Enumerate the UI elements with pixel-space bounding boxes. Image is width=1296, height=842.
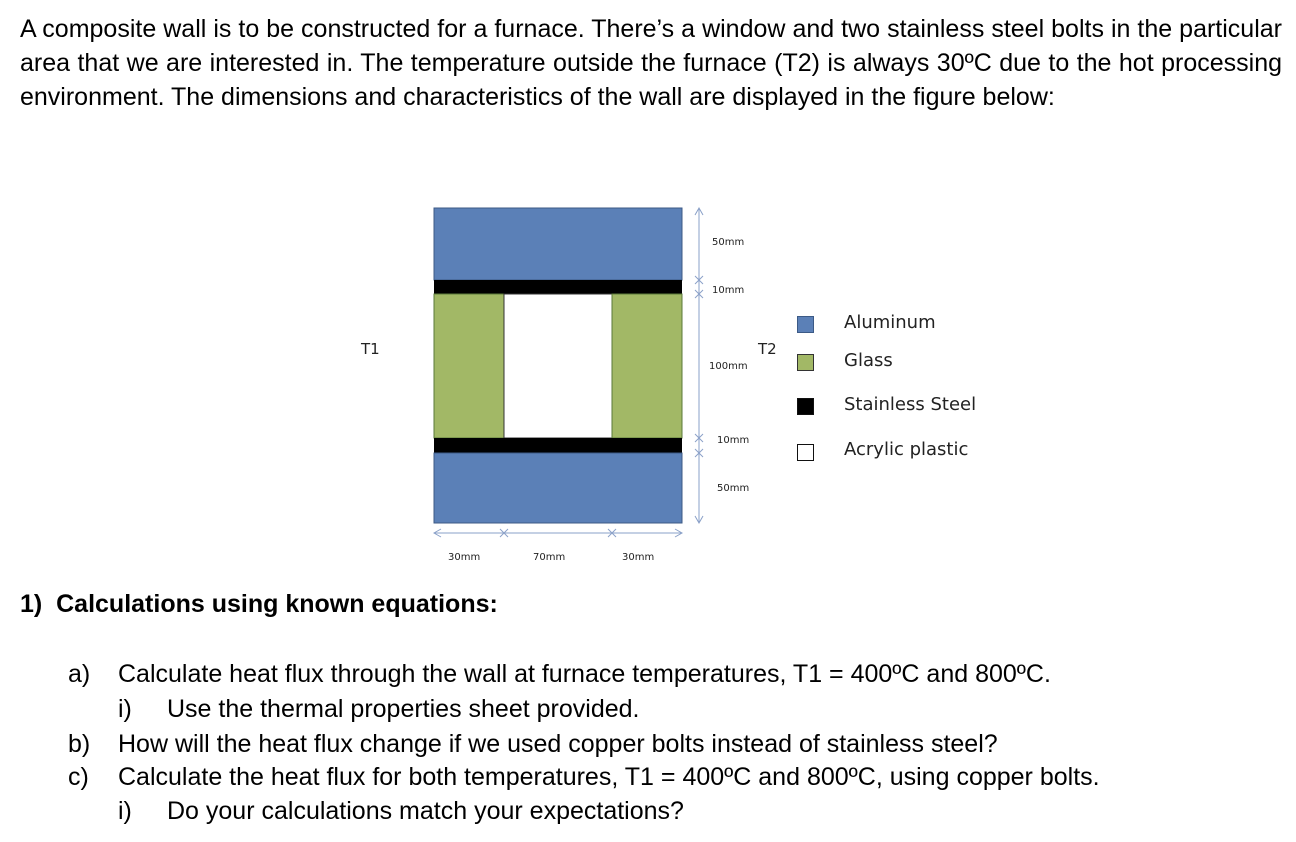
question-c-i-marker: i) [118, 797, 132, 825]
problem-intro: A composite wall is to be constructed for a furnace. There’s a window and two stainless steel bolts in the particular area that we are interested in. The temperature outside the furnace (T2) is always 30ºC due to the hot processing environment. The dimensions and characteristics of the wall are displayed in the figure below: [20, 15, 1282, 111]
legend-swatch-acrylic-plastic [797, 441, 814, 463]
dim-label-aluminum-bottom: 50mm [717, 483, 750, 494]
dim-label-steel-bottom: 10mm [717, 435, 750, 446]
legend-label-stainless-steel: Stainless Steel [844, 394, 977, 415]
steel-bolt-bottom [434, 438, 682, 453]
legend-swatch-glass [797, 351, 814, 373]
glass-right [612, 294, 682, 438]
dim-label-aluminum-top: 50mm [712, 237, 745, 248]
steel-bolt-top [434, 280, 682, 294]
vertical-dimension-line [695, 208, 703, 523]
question-b-marker: b) [68, 730, 91, 758]
question-c-marker: c) [68, 763, 89, 791]
legend-label-aluminum: Aluminum [844, 312, 936, 333]
question-a-i-text: Use the thermal properties sheet provided. [167, 695, 640, 723]
glass-left [434, 294, 504, 438]
question-a-marker: a) [68, 660, 91, 688]
horizontal-dimension-line [434, 529, 682, 537]
question-b-text: How will the heat flux change if we used copper bolts instead of stainless steel? [118, 730, 998, 758]
dim-label-acrylic-width: 70mm [533, 552, 566, 563]
dim-label-glass-left-width: 30mm [448, 552, 481, 563]
legend-swatch-aluminum [797, 313, 814, 335]
dim-label-glass-right-width: 30mm [622, 552, 655, 563]
aluminum-bottom-layer [434, 453, 682, 523]
legend-label-acrylic-plastic: Acrylic plastic [844, 439, 969, 460]
dim-label-window-height: 100mm [709, 361, 748, 372]
dim-label-steel-top: 10mm [712, 285, 745, 296]
section-heading: 1) Calculations using known equations: [20, 590, 498, 618]
question-a-i-marker: i) [118, 695, 132, 723]
legend-label-glass: Glass [844, 350, 893, 371]
aluminum-top-layer [434, 208, 682, 280]
t2-label: T2 [758, 340, 777, 358]
t1-label: T1 [361, 340, 380, 358]
question-a-text: Calculate heat flux through the wall at furnace temperatures, T1 = 400ºC and 800ºC. [118, 660, 1051, 688]
question-c-i-text: Do your calculations match your expectations? [167, 797, 684, 825]
legend-swatch-stainless-steel [797, 395, 814, 417]
acrylic-window [504, 294, 612, 438]
question-c-text: Calculate the heat flux for both temperatures, T1 = 400ºC and 800ºC, using copper bolts. [118, 763, 1100, 791]
